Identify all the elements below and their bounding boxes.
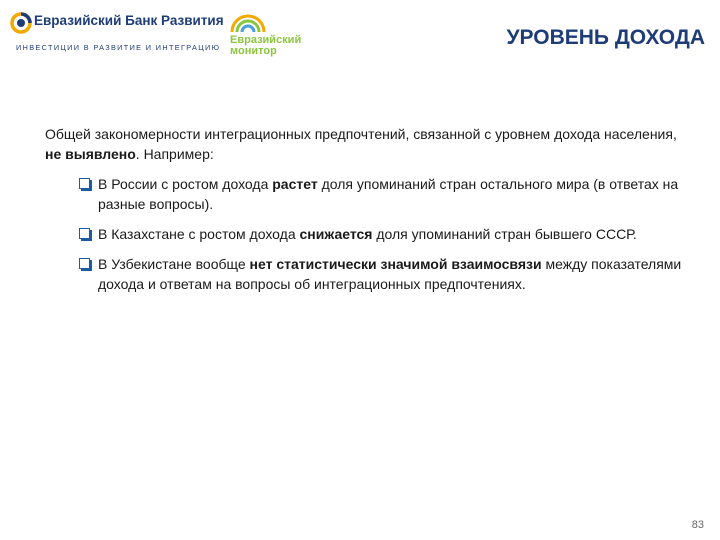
eurasian-monitor-logo xyxy=(228,10,308,62)
monitor-line1: Евразийский xyxy=(230,34,302,46)
slide-content xyxy=(45,124,685,304)
bullet-text: В Казахстане с ростом дохода xyxy=(98,226,300,242)
bullet-text: В Узбекистане вообще xyxy=(98,256,250,272)
slide-header xyxy=(0,0,720,72)
bank-tagline: ИНВЕСТИЦИИ В РАЗВИТИЕ И ИНТЕГРАЦИЮ xyxy=(16,43,221,52)
bullet-text: В России с ростом дохода xyxy=(98,176,273,192)
bullet-text: между показателями дохода и ответам на вопросы об интеграционных предпочтениях. xyxy=(98,256,682,292)
checkbox-bullet-icon xyxy=(79,258,90,269)
bullet-text: доля упоминаний стран бывшего СССР. xyxy=(372,226,637,242)
intro-paragraph xyxy=(45,124,685,164)
eabr-swirl-icon xyxy=(10,12,32,34)
bullet-bold: снижается xyxy=(299,226,373,242)
bullet-russia xyxy=(79,174,685,214)
bullet-kazakhstan xyxy=(79,224,685,244)
monitor-logo-text xyxy=(230,35,301,57)
rainbow-arcs-icon xyxy=(228,10,268,32)
bullet-list xyxy=(45,174,685,294)
bullet-uzbekistan xyxy=(79,254,685,294)
intro-text-1: Общей закономерности интеграционных предпочтений, связанной с уровнем дохода населения, xyxy=(45,126,677,142)
page-number: 83 xyxy=(691,519,704,531)
checkbox-bullet-icon xyxy=(79,228,90,239)
slide-title: УРОВЕНЬ ДОХОДА xyxy=(506,26,705,49)
intro-text-2: . Например: xyxy=(135,146,214,162)
checkbox-bullet-icon xyxy=(79,178,90,189)
eabr-logo xyxy=(10,12,225,60)
bullet-text: доля упоминаний стран остального мира (в ответах на разные вопросы). xyxy=(98,176,679,212)
monitor-line2: монитор xyxy=(230,45,277,57)
bullet-bold: растет xyxy=(272,176,318,192)
intro-bold: не выявлено xyxy=(45,146,136,162)
bank-name: Евразийский Банк Развития xyxy=(34,13,224,28)
bullet-bold: нет статистически значимой взаимосвязи xyxy=(249,256,542,272)
